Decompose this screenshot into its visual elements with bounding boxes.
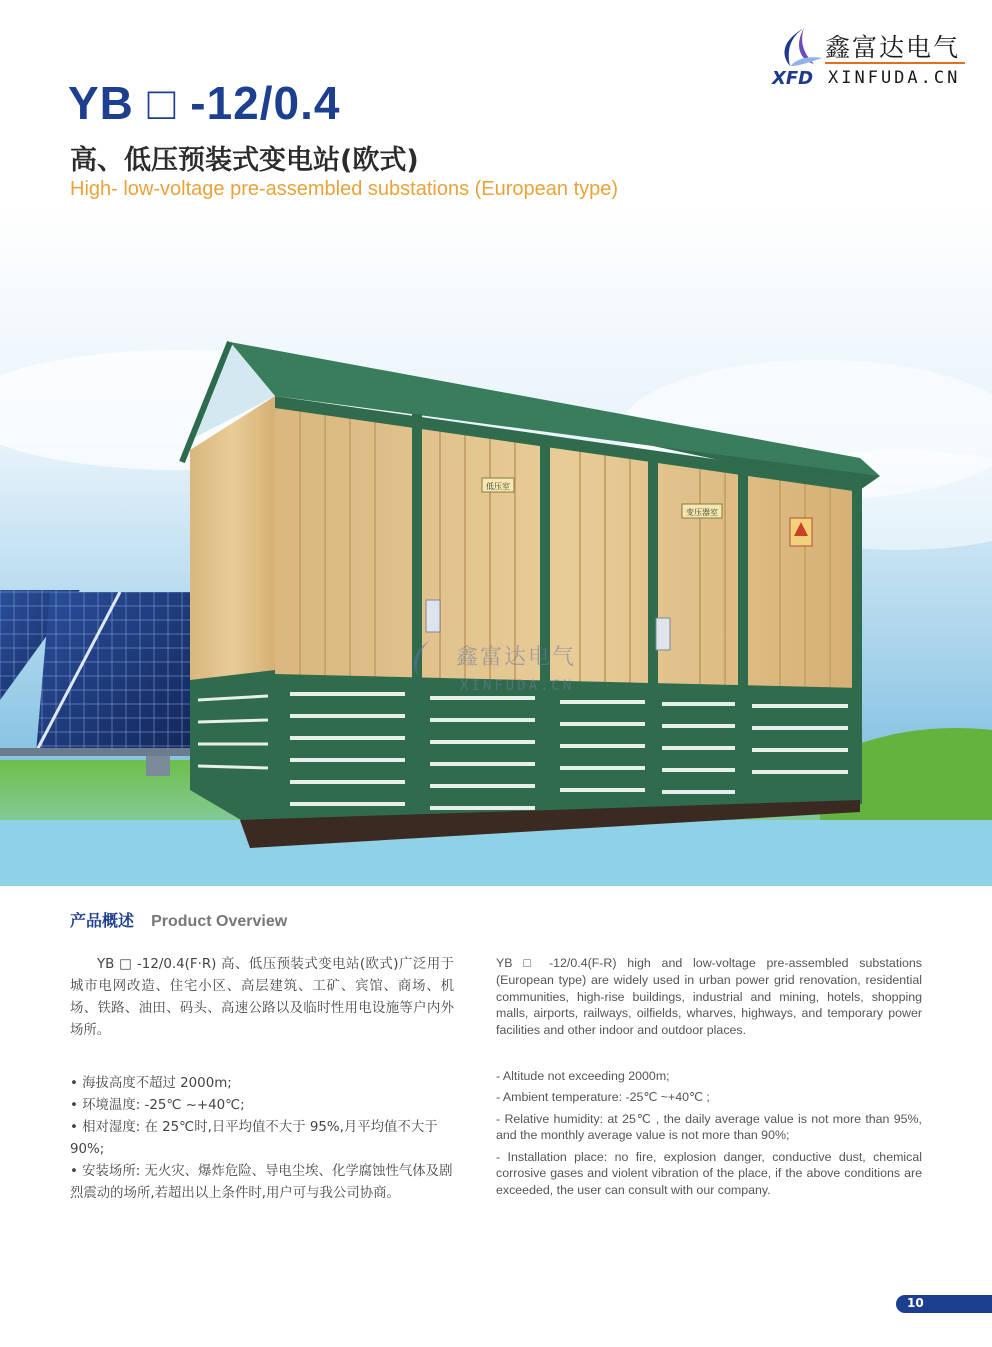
spec-en-installation: - Installation place: no fire, explosion danger, conductive dust, chemical corrosive gases and violent vibration of the place, if the above conditions are exceeded, the user can consult with our company. [496,1149,922,1198]
model-title: YB □ -12/0.4 [68,77,341,129]
spec-en-altitude: - Altitude not exceeding 2000m; [496,1069,670,1083]
product-title-cn: 高、低压预装式变电站(欧式) [70,145,419,176]
overview-cn-specs [70,1073,454,1205]
page-number-tab [896,1295,992,1313]
watermark-cn: 鑫富达电气 [456,645,577,670]
spec-cn-installation: • 安装场所: 无火灾、爆炸危险、导电尘埃、化学腐蚀性气体及剧烈震动的场所,若超出以上条件时,用户可与我公司协商。 [70,1164,453,1201]
page-number: 10 [907,1296,924,1310]
overview-cn-intro: YB □ -12/0.4(F·R) 高、低压预装式变电站(欧式)广泛用于城市电网改造、住宅小区、高层建筑、工矿、宾馆、商场、机场、铁路、油田、码头、高速公路以及临时性用电设施等户内外场所。 [70,957,454,1038]
substation-illustration [0,200,992,886]
brand-abbr: XFD [772,68,814,89]
brand-domain: XINFUDA.CN [828,68,961,88]
overview-en-intro: YB □ -12/0.4(F-R) high and low-voltage pre-assembled substations (European type) are widely used in urban power grid renovation, residential communities, high-rise buildings, industrial and mining, hotels, shopping malls, airports, railways, oilfields, wharves, highways, and temporary power facilities and other indoor and outdoor places. [496,956,922,1038]
spec-cn-humidity: • 相对湿度: 在 25℃时,日平均值不大于 95%,月平均值不大于 90%; [70,1120,438,1157]
door-label-low-voltage: 低压室 [486,482,510,491]
spec-en-humidity: - Relative humidity: at 25℃ , the daily average value is not more than 95%, and the monthly average value is not more than 90%; [496,1111,922,1143]
hero-image [0,200,992,886]
product-title-en: High- low-voltage pre-assembled substations (European type) [70,178,619,200]
spec-en-temperature: - Ambient temperature: -25℃ ~+40℃ ; [496,1090,710,1105]
brand-name-cn: 鑫富达电气 [825,33,961,62]
section-heading-en: Product Overview [151,913,288,930]
logo-icon [774,26,824,70]
door-label-transformer: 变压器室 [686,508,718,517]
section-heading [70,908,287,931]
spec-cn-altitude: • 海拔高度不超过 2000m; [70,1076,232,1091]
brand-logo [770,24,970,90]
section-heading-cn: 产品概述 [70,911,135,930]
watermark-en: XINFUDA.CN [460,678,575,694]
spec-cn-temperature: • 环境温度: -25℃ ~+40℃; [70,1098,245,1113]
logo-divider [825,62,965,64]
overview-en-specs [496,1068,922,1204]
